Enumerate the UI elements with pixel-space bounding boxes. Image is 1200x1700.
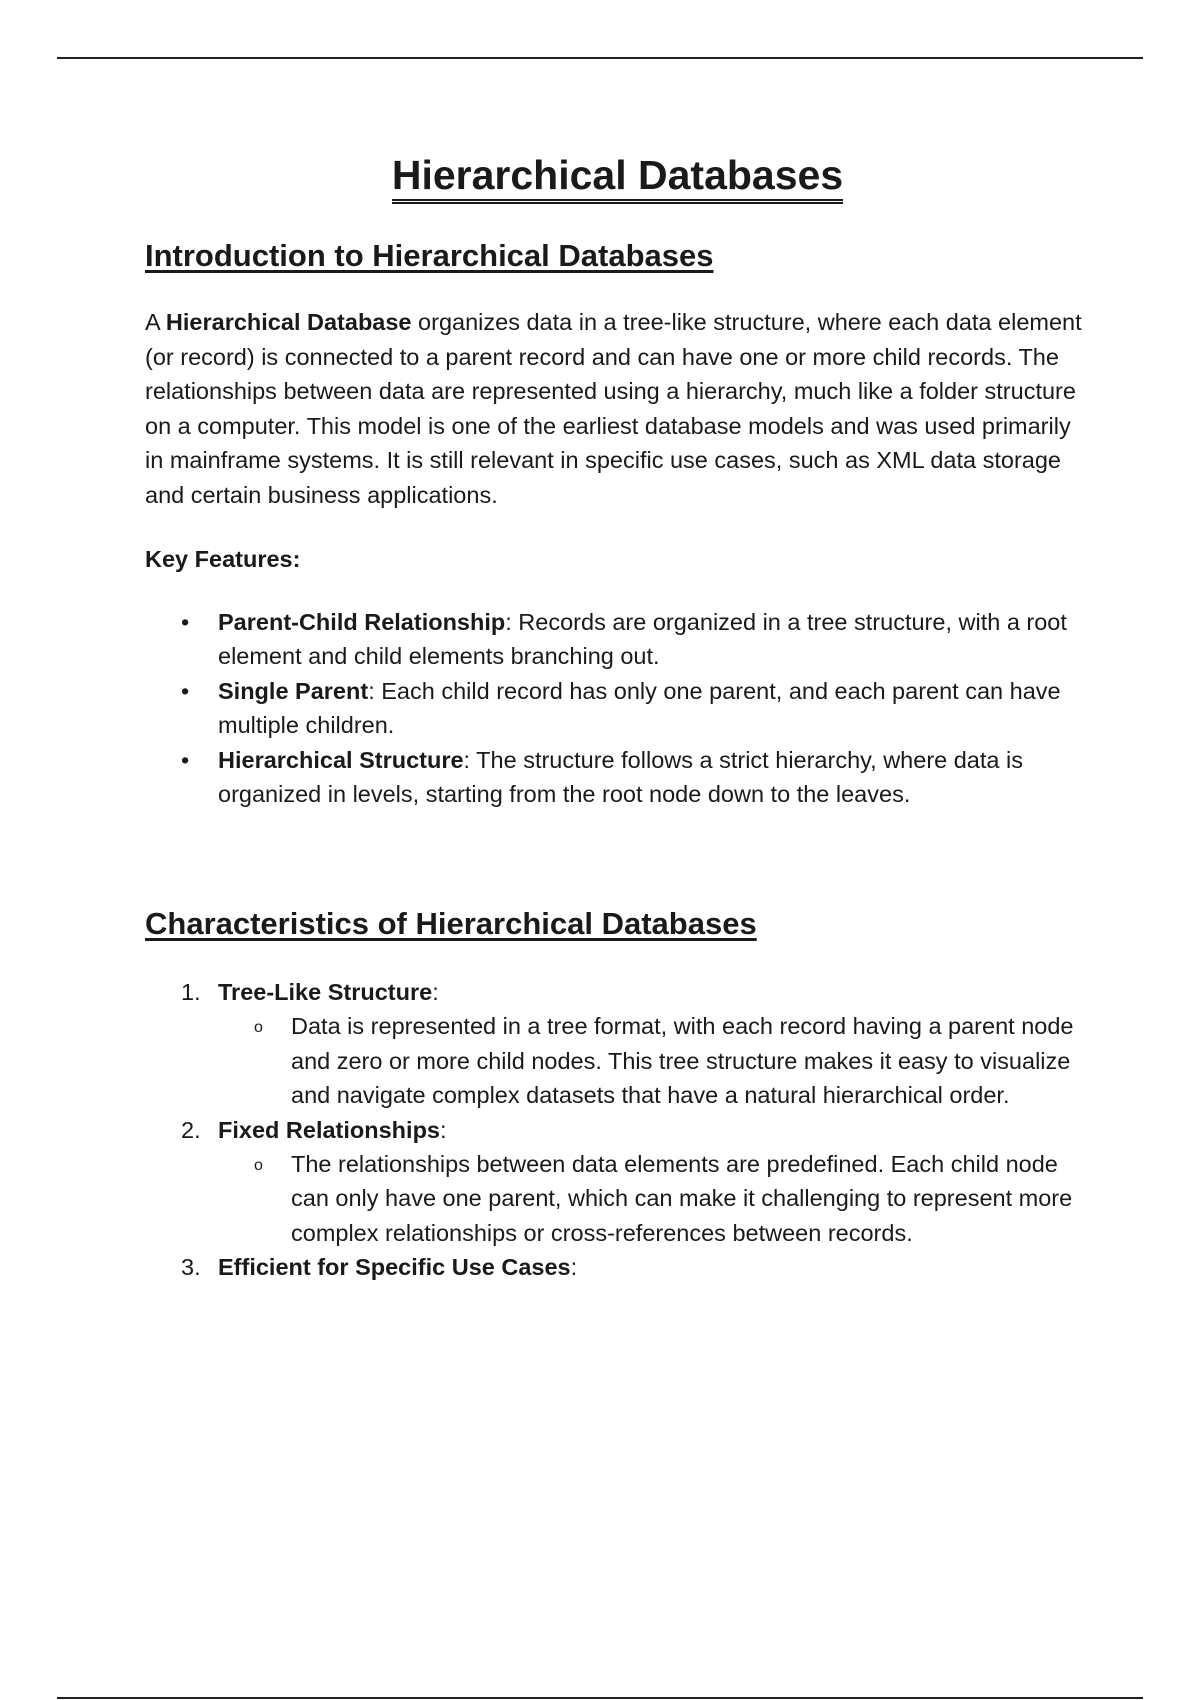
- document-title: [145, 148, 1090, 202]
- characteristic-term: Efficient for Specific Use Cases: [218, 1254, 571, 1281]
- document-title-text: Hierarchical Databases: [392, 152, 843, 204]
- intro-body: organizes data in a tree-like structure, where each data element (or record) is connected to a parent record and can have one or more child records. The relationships between data are represented using a hierarchy, much like a folder structure on a computer. This model is one of the earliest database models and was used primarily in mainframe systems. It is still relevant in specific use cases, such as XML data storage and certain business applications.: [145, 309, 1082, 508]
- intro-lead: A: [145, 309, 166, 335]
- bullet-icon: •: [181, 609, 190, 635]
- intro-bold-term: Hierarchical Database: [165, 309, 412, 335]
- list-number: 3.: [181, 1254, 201, 1281]
- list-number: 1.: [181, 979, 201, 1005]
- list-item: [145, 605, 1090, 674]
- feature-text: : Each child record has only one parent, and each parent can have multiple children.: [218, 677, 1061, 739]
- key-features-list: [145, 605, 1090, 811]
- bullet-icon: •: [181, 677, 190, 704]
- sub-list-item: [218, 1009, 1090, 1112]
- feature-term: Parent-Child Relationship: [218, 609, 506, 635]
- characteristic-term: Tree-Like Structure: [218, 979, 433, 1005]
- characteristics-heading: Characteristics of Hierarchical Databases: [145, 906, 757, 941]
- characteristic-term: Fixed Relationships: [218, 1116, 440, 1143]
- circle-bullet-icon: o: [254, 1157, 263, 1175]
- feature-text: : The structure follows a strict hierarchy, where data is organized in levels, starting from the root node down to the leaves.: [218, 746, 1023, 808]
- sub-list-item: [218, 1147, 1090, 1250]
- key-features-label: Key Features:: [145, 546, 301, 572]
- list-item: [145, 975, 1090, 1113]
- term-suffix: :: [570, 1254, 578, 1281]
- list-number: 2.: [181, 1116, 201, 1143]
- list-item: [145, 674, 1090, 743]
- feature-term: Single Parent: [218, 677, 369, 704]
- characteristics-list: [145, 975, 1090, 1285]
- term-suffix: :: [432, 979, 439, 1005]
- feature-text: : Records are organized in a tree structure, with a root element and child elements branching out.: [218, 609, 1067, 670]
- circle-bullet-icon: o: [254, 1019, 263, 1037]
- intro-paragraph: [145, 305, 1090, 513]
- characteristic-detail: The relationships between data elements are predefined. Each child node can only have one parent, which can make it challenging to represent more complex relationships or cross-references between records.: [291, 1151, 1073, 1246]
- list-item: [145, 743, 1090, 812]
- feature-term: Hierarchical Structure: [218, 746, 464, 773]
- bullet-icon: •: [181, 746, 190, 773]
- characteristic-detail: Data is represented in a tree format, with each record having a parent node and zero or more child nodes. This tree structure makes it easy to visualize and navigate complex datasets that have a natural hierarchical order.: [291, 1013, 1074, 1109]
- term-suffix: :: [440, 1116, 447, 1143]
- list-item: [145, 1113, 1090, 1251]
- sub-list: [218, 1147, 1090, 1250]
- sub-list: [218, 1009, 1090, 1112]
- footer-rule: [57, 1697, 1143, 1699]
- intro-heading: Introduction to Hierarchical Databases: [145, 238, 714, 273]
- list-item: [145, 1250, 1090, 1284]
- header-rule: [57, 57, 1143, 59]
